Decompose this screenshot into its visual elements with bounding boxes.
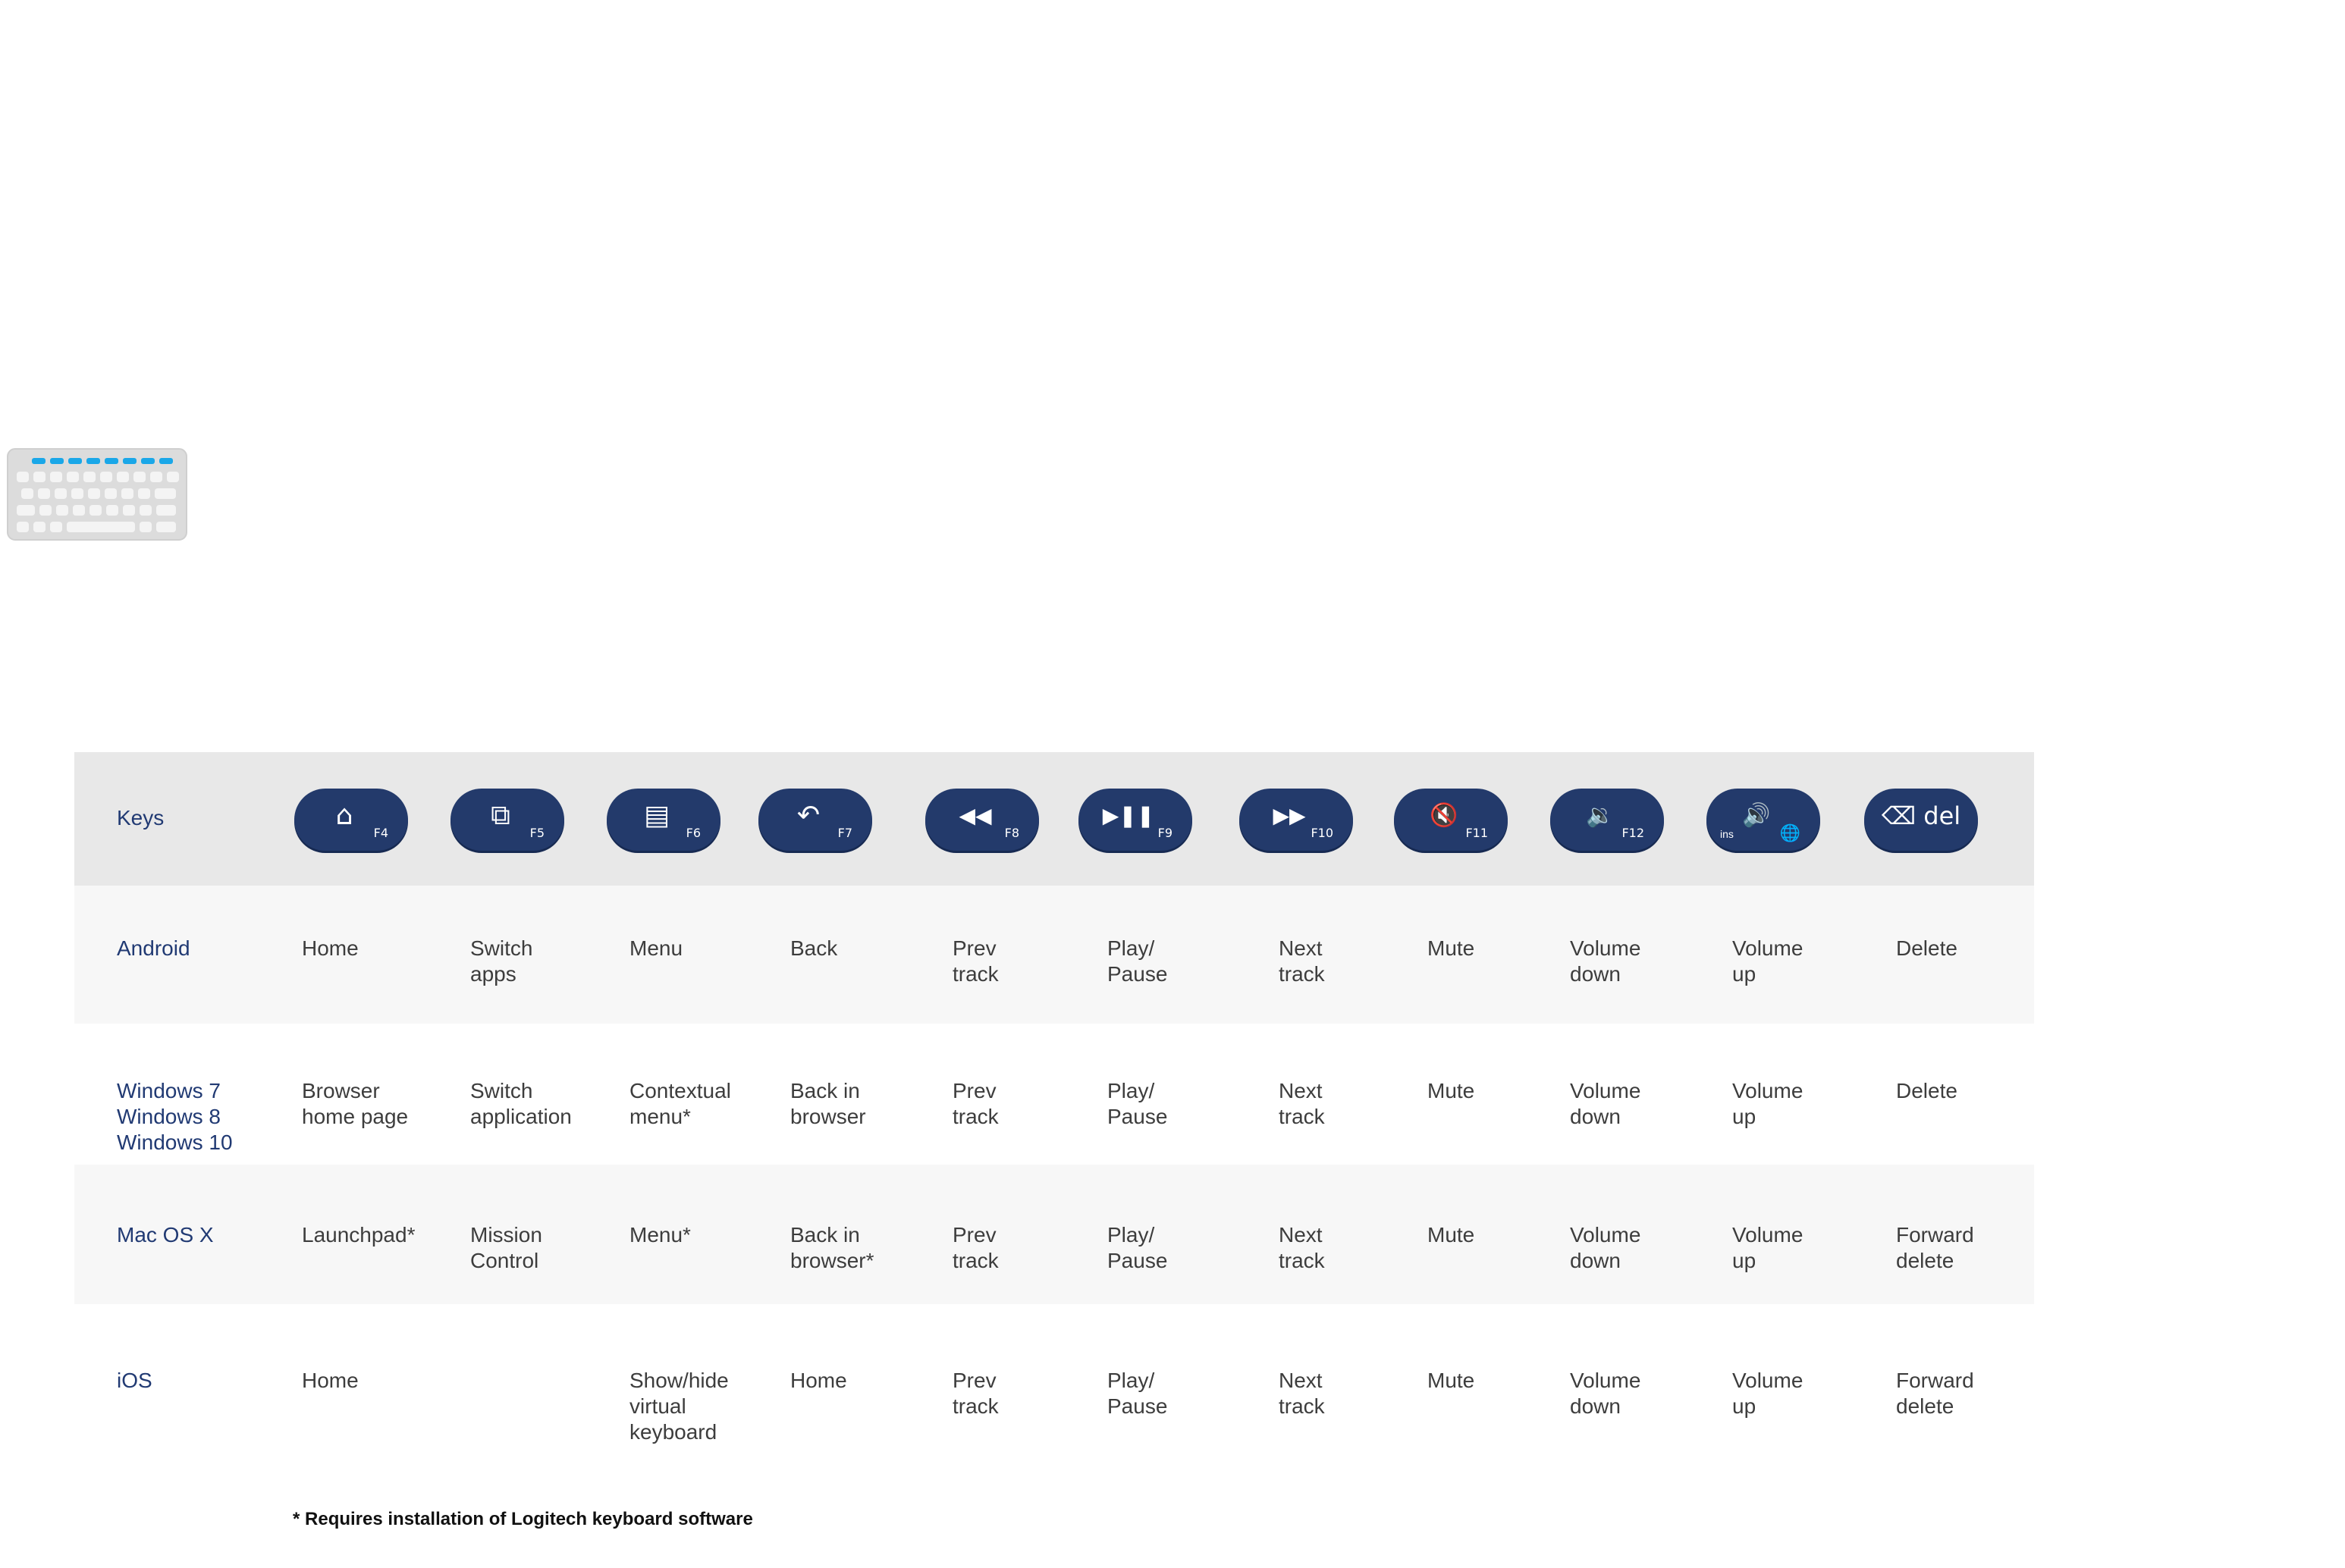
table-cell: Launchpad* [302,1223,416,1247]
keys-label: Keys [117,806,165,829]
table-cell: Show/hide virtual keyboard [629,1369,729,1444]
table-cell: Switch application [470,1079,572,1128]
table-cell: Prev track [953,1369,999,1418]
globe-icon: 🌐 [1779,823,1800,842]
table-cell: Switch apps [470,936,533,986]
os-label: Mac OS X [117,1223,214,1247]
volume-up-key [1706,789,1820,851]
table-cell: Volume down [1570,1079,1641,1128]
table-cell: Mute [1427,1223,1475,1247]
os-label: iOS [117,1369,152,1392]
table-cell: Back in browser [790,1079,866,1128]
table-cell: Play/ Pause [1107,1079,1168,1128]
table-cell: Menu* [629,1223,691,1247]
footnote: * Requires installation of Logitech keyboard software [293,1509,753,1529]
table-cell: Mute [1427,1079,1475,1102]
os-label: Android [117,936,190,960]
table-cell: Next track [1279,1223,1325,1272]
menu-icon: ▤ [643,800,670,831]
table-cell: Menu [629,936,683,960]
table-cell: Volume down [1570,1223,1641,1272]
volume-down-key [1550,789,1664,851]
fn-label: F5 [529,826,545,840]
keyboard-illustration-icon [6,447,188,541]
table-cell: Forward delete [1896,1369,1974,1418]
mute-key [1394,789,1508,851]
table-cell: Play/ Pause [1107,1369,1168,1418]
switch-apps-key [450,789,564,851]
table-cell: Prev track [953,1223,999,1272]
table-cell: Volume up [1732,1079,1803,1128]
volume-down-icon: 🔉 [1586,802,1615,829]
table-row [74,1024,2034,1165]
fast-forward-icon: ▶▶ [1273,803,1306,828]
table-cell: Home [302,936,359,960]
fn-label: F9 [1157,826,1172,840]
table-cell: Browser home page [302,1079,409,1128]
home-icon: ⌂ [335,800,353,831]
table-cell: Volume up [1732,936,1803,986]
function-key-table [74,752,2034,1471]
table-cell: Home [790,1369,847,1392]
prev-track-key [925,789,1039,851]
table-cell: Next track [1279,1079,1325,1128]
delete-key [1864,789,1978,851]
table-cell: Next track [1279,936,1325,986]
volume-up-icon: 🔊 [1742,802,1771,829]
table-cell: Play/ Pause [1107,1223,1168,1272]
table-cell: Volume up [1732,1223,1803,1272]
play-pause-key [1078,789,1192,851]
table-cell: Next track [1279,1369,1325,1418]
mute-icon: 🔇 [1430,802,1458,829]
fn-label: F6 [686,826,701,840]
fn-label: F7 [837,826,852,840]
back-key [758,789,872,851]
play-pause-icon: ▶❚❚ [1102,803,1155,828]
rewind-icon: ◀◀ [959,803,992,828]
table-cell: Play/ Pause [1107,936,1168,986]
table-cell: Volume up [1732,1369,1803,1418]
fn-label: F11 [1465,826,1488,840]
table-cell: Home [302,1369,359,1392]
table-cell: Delete [1896,1079,1957,1102]
table-cell: Mute [1427,936,1475,960]
table-cell: Back in browser* [790,1223,874,1272]
table-row [74,1304,2034,1471]
table-cell: Forward delete [1896,1223,1974,1272]
ins-label: ins [1720,828,1734,840]
table-row [74,886,2034,1024]
table-cell: Mute [1427,1369,1475,1392]
delete-icon: ⌫ del [1881,801,1961,830]
table-cell: Back [790,936,838,960]
switch-apps-icon: ⧉ [491,800,510,831]
table-cell: Delete [1896,936,1957,960]
fn-label: F8 [1004,826,1019,840]
home-key [294,789,408,851]
table-cell: Prev track [953,936,999,986]
table-cell: Volume down [1570,1369,1641,1418]
table-cell: Mission Control [470,1223,542,1272]
keys-header-row [74,752,2034,886]
back-icon: ↶ [796,800,821,831]
fn-label: F4 [373,826,388,840]
table-cell: Contextual menu* [629,1079,731,1128]
next-track-key [1239,789,1353,851]
fn-label: F12 [1621,826,1644,840]
table-row [74,1165,2034,1304]
table-cell: Volume down [1570,936,1641,986]
os-label: Windows 7 Windows 8 Windows 10 [117,1079,233,1154]
table-cell: Prev track [953,1079,999,1128]
menu-key [607,789,720,851]
fn-label: F10 [1311,826,1333,840]
